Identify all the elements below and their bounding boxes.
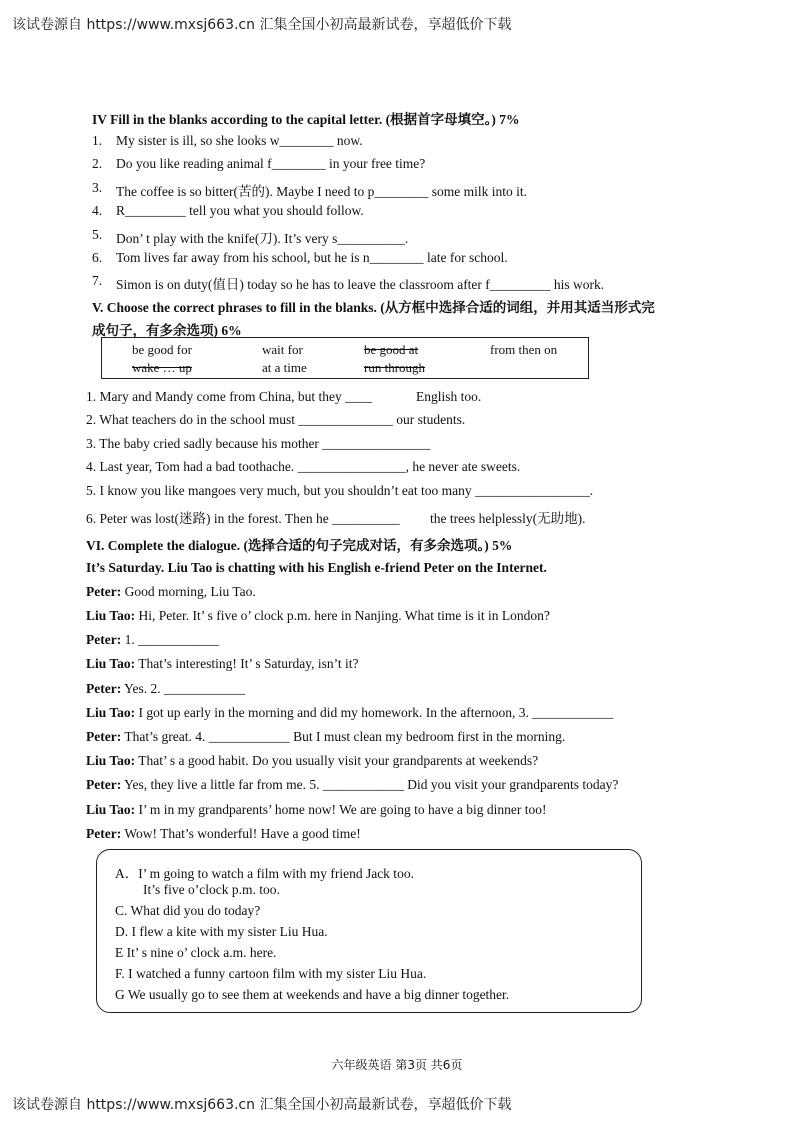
- section6-intro: It’s Saturday. Liu Tao is chatting with his English e-friend Peter on the Internet.: [86, 560, 547, 575]
- option-d: D. I flew a kite with my sister Liu Hua.: [115, 924, 328, 939]
- dialogue-text: Wow! That’s wonderful! Have a good time!: [121, 826, 361, 841]
- section4-item-text: Tom lives far away from his school, but he is n________ late for school.: [116, 250, 508, 265]
- speaker-name: Liu Tao:: [86, 753, 136, 768]
- phrase: at a time: [262, 360, 307, 375]
- source-banner-bottom: 该试卷源自 https://www.mxsj663.cn 汇集全国小初高最新试卷，享超低价下载: [12, 1097, 512, 1113]
- dialogue-line: [86, 608, 550, 624]
- option-c: C. What did you do today?: [115, 903, 261, 918]
- dialogue-line: [86, 777, 618, 793]
- speaker-name: Peter:: [86, 777, 122, 792]
- option-f: F. I watched a funny cartoon film with my sister Liu Hua.: [115, 966, 427, 981]
- speaker-name: Liu Tao:: [86, 705, 136, 720]
- section4-item-number: 1.: [92, 133, 103, 148]
- phrase: from then on: [490, 342, 558, 357]
- dialogue-line: [86, 729, 565, 745]
- dialogue-line: [86, 826, 361, 842]
- dialogue-text: Good morning, Liu Tao.: [121, 584, 256, 599]
- section4-item-number: 3.: [92, 180, 103, 195]
- section4-item-number: 2.: [92, 156, 103, 171]
- speaker-name: Peter:: [86, 681, 122, 696]
- phrase: wait for: [262, 342, 303, 357]
- option-a: A．I’ m going to watch a film with my friend Jack too.: [115, 866, 414, 881]
- dialogue-line: [86, 584, 256, 600]
- speaker-name: Peter:: [86, 729, 122, 744]
- phrase: wake … up: [132, 360, 192, 375]
- speaker-name: Peter:: [86, 826, 122, 841]
- speaker-name: Peter:: [86, 584, 122, 599]
- section4-item-text: The coffee is so bitter(苦的). Maybe I need to p________ some milk into it.: [116, 184, 528, 199]
- phrase-box: [101, 337, 589, 379]
- page-footer: 六年级英语 第3页 共6页: [331, 1058, 463, 1072]
- phrase: be good at: [364, 342, 419, 357]
- section4-item-text: Simon is on duty(值日) today so he has to leave the classroom after f_________ his work.: [116, 277, 605, 292]
- dialogue-text: That’s great. 4. ____________ But I must clean my bedroom first in the morning.: [121, 729, 566, 744]
- option-e: E It’ s nine o’ clock a.m. here.: [115, 945, 277, 960]
- phrase: run through: [364, 360, 426, 375]
- section5-item: 2. What teachers do in the school must ______________ our students.: [86, 412, 466, 427]
- section4-item-text: Don’ t play with the knife(刀). It’s very s__________.: [116, 231, 409, 246]
- section4-item-number: 5.: [92, 227, 103, 242]
- source-banner-top: 该试卷源自 https://www.mxsj663.cn 汇集全国小初高最新试卷，享超低价下载: [12, 17, 512, 33]
- dialogue-text: Yes, they live a little far from me. 5. ____________ Did you visit your grandparents today?: [121, 777, 619, 792]
- section4-item-number: 6.: [92, 250, 103, 265]
- phrase: be good for: [132, 342, 192, 357]
- dialogue-line: [86, 632, 219, 648]
- section4-item-text: R_________ tell you what you should follow.: [116, 203, 364, 218]
- dialogue-line: [86, 753, 538, 769]
- section5-title-line2: 成句子，有多余选项) 6%: [92, 323, 242, 338]
- section5-item: 6. Peter was lost(迷路) in the forest. Then he __________ the trees helplessly(无助地).: [86, 511, 586, 526]
- dialogue-line: [86, 705, 613, 721]
- section4-title: IV Fill in the blanks according to the capital letter. (根据首字母填空。) 7%: [92, 112, 520, 127]
- section5-title-line1: V. Choose the correct phrases to fill in the blanks. (从方框中选择合适的词组，并用其适当形式完: [92, 300, 655, 315]
- speaker-name: Peter:: [86, 632, 122, 647]
- section5-item: 3. The baby cried sadly because his mother ________________: [86, 436, 431, 451]
- section5-item: 1. Mary and Mandy come from China, but they ____ English too.: [86, 389, 482, 404]
- section4-item-text: My sister is ill, so she looks w________ now.: [116, 133, 363, 148]
- section4-item-number: 4.: [92, 203, 103, 218]
- section6-title: VI. Complete the dialogue. (选择合适的句子完成对话，有多余选项。) 5%: [86, 538, 513, 553]
- dialogue-text: That’s interesting! It’ s Saturday, isn’t it?: [135, 656, 359, 671]
- speaker-name: Liu Tao:: [86, 656, 136, 671]
- dialogue-text: Yes. 2. ____________: [121, 681, 245, 696]
- dialogue-line: [86, 656, 359, 672]
- speaker-name: Liu Tao:: [86, 608, 136, 623]
- dialogue-text: That’ s a good habit. Do you usually visit your grandparents at weekends?: [135, 753, 539, 768]
- dialogue-text: Hi, Peter. It’ s five o’ clock p.m. here in Nanjing. What time is it in London?: [135, 608, 550, 623]
- section5-item: 5. I know you like mangoes very much, but you shouldn’t eat too many _________________.: [86, 483, 594, 498]
- option-g: G We usually go to see them at weekends and have a big dinner together.: [115, 987, 510, 1002]
- dialogue-line: [86, 802, 546, 818]
- section5-item: 4. Last year, Tom had a bad toothache. ________________, he never ate sweets.: [86, 459, 521, 474]
- dialogue-text: I’ m in my grandparents’ home now! We are going to have a big dinner too!: [135, 802, 547, 817]
- option-b: It’s five o’clock p.m. too.: [143, 882, 280, 897]
- section4-item-number: 7.: [92, 273, 103, 288]
- dialogue-line: [86, 681, 245, 697]
- options-box: [96, 849, 642, 1013]
- speaker-name: Liu Tao:: [86, 802, 136, 817]
- dialogue-text: I got up early in the morning and did my homework. In the afternoon, 3. ____________: [135, 705, 614, 720]
- dialogue-text: 1. ____________: [121, 632, 220, 647]
- section4-item-text: Do you like reading animal f________ in your free time?: [116, 156, 426, 171]
